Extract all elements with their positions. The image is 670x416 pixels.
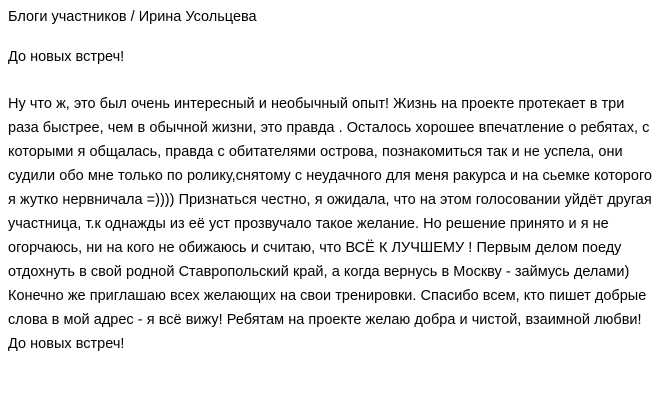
breadcrumb bbox=[8, 8, 656, 26]
breadcrumb-separator: / bbox=[130, 9, 135, 25]
breadcrumb-author[interactable]: Ирина Усольцева bbox=[138, 9, 257, 25]
article-body: Ну что ж, это был очень интересный и необычный опыт! Жизнь на проекте протекает в три раза быстрее, чем в обычной жизни, это правда . Осталось хорошее впечатление о ребятах, с которыми я общалась, правда с обитателями острова, познакомиться так и не успела, они судили обо мне только по ролику,снятому с неудачного для меня ракурса и на сьемке которого я жутко нервничала =)))) Признаться честно, я ожидала, что на этом голосовании уйдёт другая участница, т.к однажды из её уст прозвучало такое желание. Но решение принято и я не огорчаюсь, ни на кого не обижаюсь и считаю, что ВСЁ К ЛУЧШЕМУ ! Первым делом поеду отдохнуть в свой родной Ставропольский край, а когда вернусь в Москву - займусь делами) Конечно же приглашаю всех желающих на свои тренировки. Спасибо всем, кто пишет добрые слова в мой адрес - я всё вижу! Ребятам на проекте желаю добра и чистой, взаимной любви! До новых встреч! bbox=[8, 96, 652, 352]
farewell-line: До новых встреч! bbox=[8, 49, 125, 65]
breadcrumb-section[interactable]: Блоги участников bbox=[8, 9, 127, 25]
